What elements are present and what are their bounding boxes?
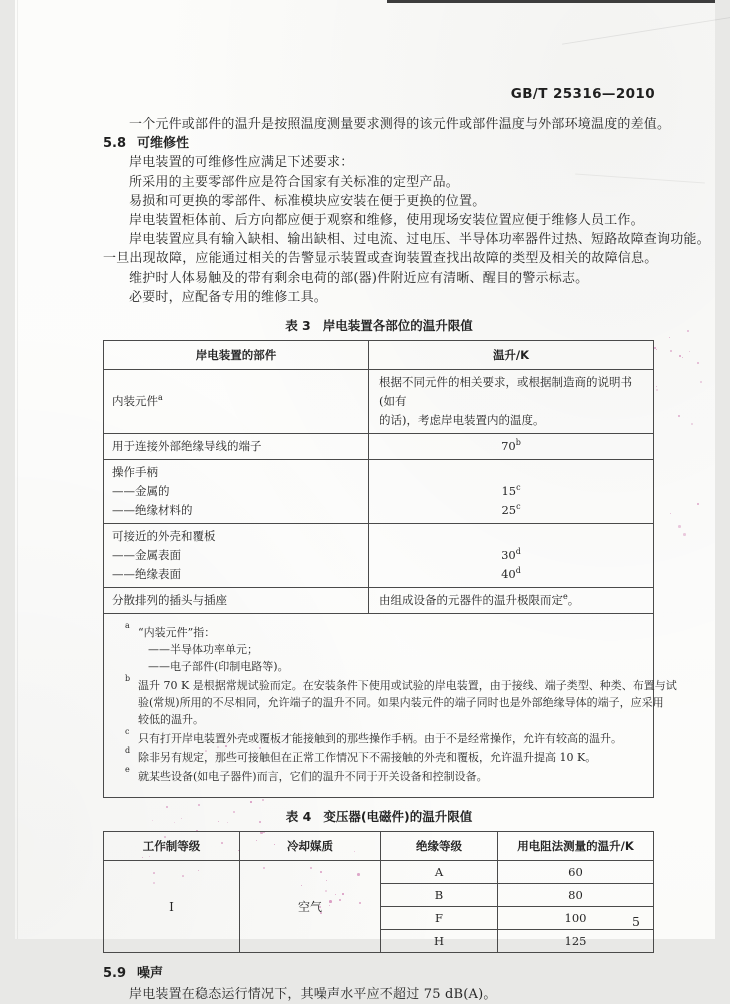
temperature-rise-cell: 100	[498, 907, 654, 930]
ink-speckle	[678, 415, 680, 417]
rise-line: 70$^b$	[501, 438, 521, 454]
paragraph: 维护时人体易触及的带有剩余电荷的部(器)件附近应有清晰、醒目的警示标志。	[129, 270, 589, 286]
table-row	[104, 370, 654, 434]
table4-column-header: 绝缘等级	[381, 832, 498, 861]
temperature-rise-cell: 80	[498, 884, 654, 907]
part-line: ——金属的	[112, 484, 170, 499]
ink-speckle	[656, 389, 658, 391]
footnote	[116, 746, 643, 766]
paragraph: 必要时，应配备专用的维修工具。	[129, 289, 328, 305]
rise-cell	[369, 524, 654, 588]
table-row	[104, 861, 654, 884]
table-row	[104, 588, 654, 614]
rise-line: 25$^c$	[501, 502, 521, 518]
part-line: ——金属表面	[112, 548, 181, 563]
ink-speckle	[700, 381, 702, 383]
ink-speckle	[670, 350, 672, 352]
rise-line	[377, 527, 645, 546]
footnote-line: 验(常规)所用的不尽相同，允许端子的温升不同。如果内装元件的端子同时也是外部绝缘导体的端子，应采用	[138, 696, 664, 710]
paragraph: 一个元件或部件的温升是按照温度测量要求测得的该元件或部件温度与外部环境温度的差值。	[129, 117, 671, 132]
ink-speckle	[656, 349, 657, 350]
insulation-grade-cell: F	[381, 907, 498, 930]
table4-body	[104, 861, 654, 953]
part-line: 分散排列的插头与插座	[112, 593, 227, 608]
rise-cell	[369, 460, 654, 524]
ink-speckle	[697, 362, 699, 364]
rise-line: 40$^d$	[501, 566, 521, 582]
paragraph: 所采用的主要零部件应是符合国家有关标准的定型产品。	[129, 174, 460, 190]
part-cell	[104, 434, 369, 460]
table4-title: 变压器(电磁件)的温升限值	[323, 809, 473, 825]
part-cell	[104, 524, 369, 588]
footnote-line: c 只有打开岸电装置外壳或覆板才能接触到的那些操作手柄。由于不是经常操作，允许有较高的温升。	[125, 727, 622, 746]
table4-header-row	[104, 832, 654, 861]
footnote-marker: d	[515, 547, 521, 557]
part-line: ——绝缘材料的	[112, 503, 193, 518]
section-title: 可维修性	[137, 136, 190, 152]
section-number: 5.9	[103, 966, 127, 982]
ink-speckle	[682, 357, 683, 358]
ink-speckle	[678, 525, 681, 528]
footnote-line: b 温升 70 K 是根据常规试验而定。在安装条件下使用或试验的岸电装置，由于接线、端子类型、种类、布置与试	[125, 674, 677, 693]
part-line: 用于连接外部绝缘导线的端子	[112, 439, 262, 454]
footnote	[116, 621, 643, 675]
footnote-line: a “内装元件”指：	[125, 621, 216, 640]
footnote-marker: e	[563, 592, 568, 602]
table3-body	[104, 370, 654, 614]
part-line: 内装元件$^a$	[112, 393, 163, 409]
page-crease	[562, 16, 730, 44]
rise-line: 15$^c$	[501, 483, 521, 499]
paragraph: 岸电装置的可维修性应满足下述要求：	[129, 155, 354, 171]
rise-cell	[369, 588, 654, 614]
scan-edge-line	[17, 0, 18, 939]
ink-speckle	[687, 330, 689, 332]
paragraph: 易损和可更换的零部件、标准模块应安装在便于更换的位置。	[129, 193, 486, 209]
section-heading-5-9	[103, 964, 655, 983]
rise-cell	[369, 370, 654, 434]
scanned-document-page	[15, 0, 715, 1003]
notes-cell	[104, 614, 677, 798]
table3-header	[104, 341, 654, 370]
paragraph: 岸电装置柜体前、后方向都应便于观察和维修，使用现场安装位置应便于维修人员工作。	[129, 213, 644, 229]
table-temperature-rise-limits	[103, 340, 677, 798]
table4-column-header: 工作制等级	[104, 832, 240, 861]
insulation-grade-cell: H	[381, 930, 498, 953]
table3-title: 岸电装置各部位的温升限值	[322, 318, 473, 334]
table4-column-header: 冷却媒质	[240, 832, 381, 861]
page-number: 5	[632, 914, 640, 929]
table3-label: 表 3	[285, 318, 311, 334]
table3-column-header: 岸电装置的部件	[104, 341, 369, 370]
table-row	[104, 524, 654, 588]
part-line: ——绝缘表面	[112, 567, 181, 582]
rise-cell	[369, 434, 654, 460]
footnote-marker: b	[515, 438, 521, 448]
rise-line	[377, 463, 645, 482]
rise-line: 由组成设备的元器件的温升极限而定$^e$。	[379, 592, 580, 608]
table-row	[104, 460, 654, 524]
footnote	[116, 674, 677, 728]
body-paragraphs	[103, 115, 710, 307]
footnote	[116, 765, 643, 785]
noise-paragraph: 岸电装置在稳态运行情况下，其噪声水平应不超过 75 dB(A)。	[129, 987, 497, 1003]
table3-caption	[103, 316, 655, 334]
temperature-rise-cell: 60	[498, 861, 654, 884]
part-line: 可接近的外壳和覆板	[112, 529, 216, 544]
ink-speckle	[691, 423, 693, 425]
footnote-marker: c	[516, 483, 521, 493]
footnote-line: ——半导体功率单元；	[148, 643, 258, 657]
part-cell	[104, 460, 369, 524]
table4-column-header: 用电阻法测量的温升/K	[498, 832, 654, 861]
insulation-grade-cell: B	[381, 884, 498, 907]
rise-line: 的话)，考虑岸电装置内的温度。	[379, 413, 545, 428]
part-line: 操作手柄	[112, 465, 158, 480]
coolant-cell: 空气	[240, 861, 381, 953]
table3-header-row	[104, 341, 654, 370]
footnote-line: e 就某些设备(如电子器件)而言，它们的温升不同于开关设备和控制设备。	[125, 765, 488, 784]
table4-label: 表 4	[285, 809, 312, 825]
standard-number: GB/T 25316—2010	[510, 86, 655, 102]
duty-class-cell: I	[104, 861, 240, 953]
footnote-line: 较低的温升。	[138, 713, 204, 727]
footnote-line: d 除非另有规定，那些可接触但在正常工作情况下不需接触的外壳和覆板，允许温升提高 10 K。	[125, 746, 597, 765]
footnote	[116, 727, 643, 747]
insulation-grade-cell: A	[381, 861, 498, 884]
footnote-marker: d	[515, 566, 521, 576]
table-transformer-temperature-rise	[103, 831, 654, 953]
temperature-rise-cell: 125	[498, 930, 654, 953]
table-row	[104, 434, 654, 460]
footnote-marker: c	[516, 502, 521, 512]
rise-line: 根据不同元件的相关要求，或根据制造商的说明书(如有	[379, 375, 632, 409]
paragraph: 一旦出现故障，应能通过相关的告警显示装置或查询装置查找出故障的类型及相关的故障信息。	[103, 251, 658, 267]
ink-speckle	[670, 513, 671, 514]
document-content	[103, 86, 710, 1004]
table4-header	[104, 832, 654, 861]
table3-column-header: 温升/K	[369, 341, 654, 370]
scan-edge-artifact	[387, 0, 715, 3]
footnote-line: ——电子部件(印制电路等)。	[148, 660, 289, 674]
table3-notes	[104, 614, 677, 798]
part-cell	[104, 370, 369, 434]
section-title: 噪声	[137, 966, 164, 982]
ink-speckle	[697, 503, 699, 505]
ink-speckle	[689, 351, 690, 352]
ink-speckle	[656, 386, 657, 387]
ink-speckle	[669, 337, 670, 338]
notes-row	[104, 614, 654, 798]
part-cell	[104, 588, 369, 614]
rise-line: 30$^d$	[501, 547, 521, 563]
section-heading-5-8	[103, 134, 655, 153]
section-number: 5.8	[103, 136, 127, 152]
ink-speckle	[683, 533, 686, 536]
paragraph: 岸电装置应具有输入缺相、输出缺相、过电流、过电压、半导体功率器件过热、短路故障查询功能。	[129, 232, 710, 248]
table4-caption	[103, 807, 655, 825]
footnote-marker: a	[158, 393, 163, 403]
